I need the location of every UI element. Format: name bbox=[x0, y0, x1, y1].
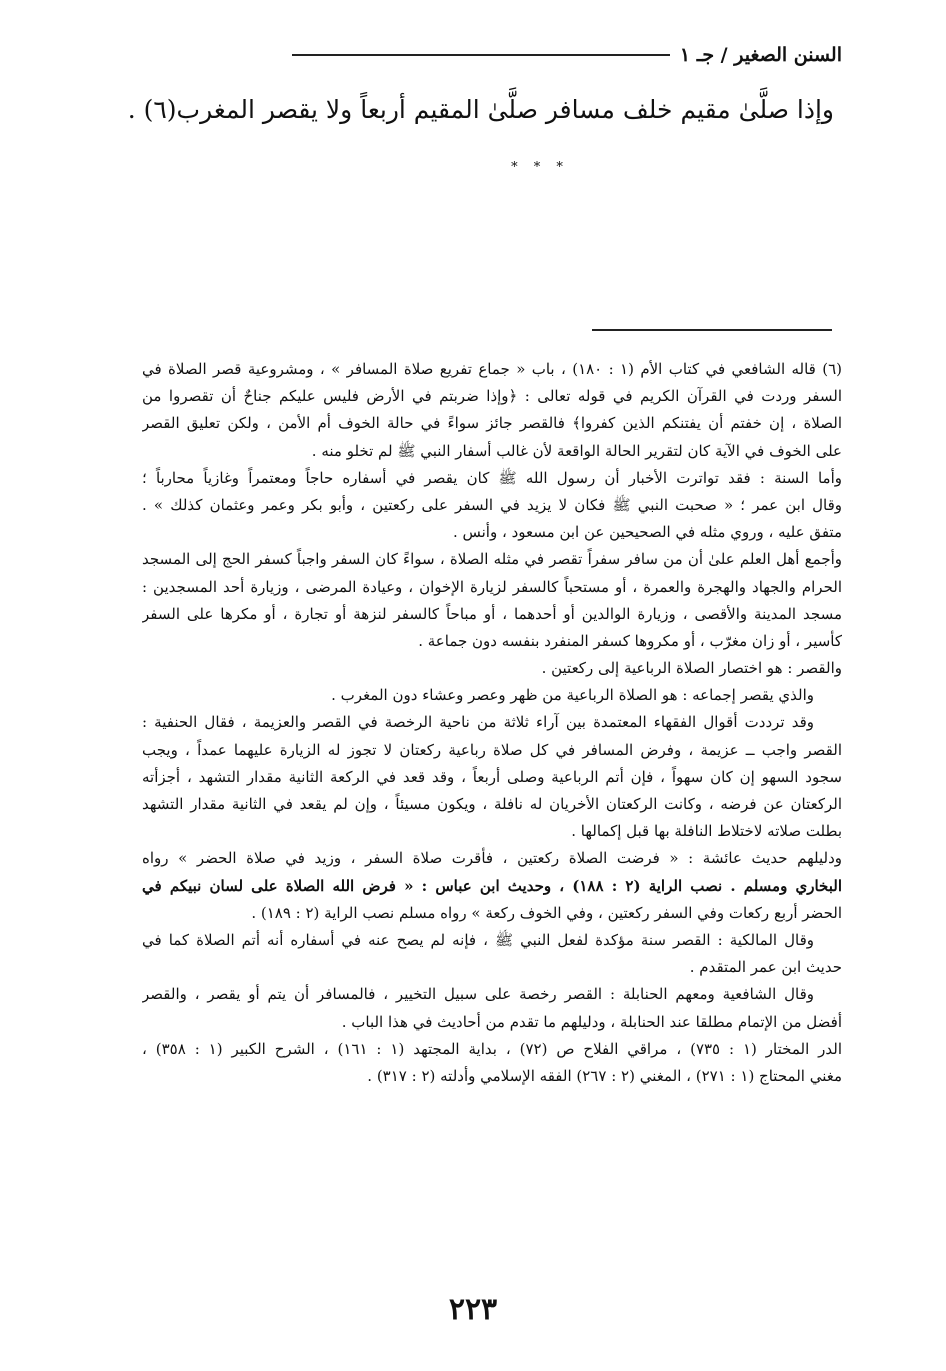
page-number: ٢٢٣ bbox=[448, 1292, 498, 1327]
footnote-line: وقال ابن عمر ؛ « صحبت النبي ﷺ فكان لا يزيد في السفر على ركعتين ، وأبو بكر وعمر وعثمان كذلك » . bbox=[142, 495, 842, 514]
footnote-line: مغني المحتاج (١ : ٢٧١) ، المغني (٢ : ٢٦٧) الفقه الإسلامي وأدلته (٢ : ٣١٧) . bbox=[367, 1066, 842, 1085]
footnote-line: سجود السهو إن كان سهواً ، فإن أتم الرباعية وصلى أربعاً ، وقد قعد في الركعة الثانية مقدار التشهد ، أجزأته bbox=[142, 767, 842, 786]
footnote-line: وأجمع أهل العلم علىٰ أن من سافر سفراً تقصر في مثله الصلاة ، سواءً كان السفر واجباً كسفر الحج إلى المسجد bbox=[142, 550, 842, 569]
footnote-line: متفق عليه ، وروي مثله في الصحيحين عن ابن مسعود ، وأنس . bbox=[452, 523, 842, 542]
footnote-line: ودليلهم حديث عائشة : « فرضت الصلاة ركعتين ، فأقرت صلاة السفر ، وزيد في صلاة الحضر » رواه bbox=[142, 849, 842, 868]
footnote-line: والقصر : هو اختصار الصلاة الرباعية إلى ركعتين . bbox=[541, 659, 842, 678]
footnote-line: والذي يقصر إجماعه : هو الصلاة الرباعية من ظهر وعصر وعشاء دون المغرب . bbox=[331, 686, 814, 705]
footnote-line: الركعتان عن فرضه ، وكانت الركعتان الأخريان له نافلة ، ويكون مسيئاً ، وإن لم يقعد في الثانية مقدار التشهد bbox=[142, 795, 842, 813]
footnote-line: مسجد المدينة والأقصى ، وزيارة الوالدين أو أحدهما ، أو مباحاً كالسفر لنزهة أو تجارة ، أو مكرها على السفر bbox=[142, 604, 842, 623]
section-separator: * * * bbox=[511, 160, 569, 175]
footnote-line: على الخوف في الآية كان لتقرير الحالة الواقعة لأن غالب أسفار النبي ﷺ لم تخلو منه . bbox=[311, 441, 842, 460]
footnote-line: بطلت صلاته لاختلاط النافلة بها قبل إكمالها . bbox=[571, 822, 842, 841]
footnote-line: وأما السنة : فقد تواترت الأخبار أن رسول الله ﷺ كان يقصر في أسفاره حاجاً ومعتمراً وغازياً محارباً ؛ bbox=[142, 468, 842, 487]
footnote-line: القصر واجب ــ عزيمة ، وفرض المسافر في كل صلاة رباعية ركعتان لا تجوز له الزيارة عليهما عمداً ، ويجب bbox=[142, 740, 842, 759]
header-rule bbox=[292, 54, 670, 56]
footnote-line: حديث ابن عمر المتقدم . bbox=[689, 958, 842, 977]
footnote-line: الصلاة ، إن خفتم أن يفتنكم الذين كفروا﴾ فالقصر جائز سواءً في حالة الخوف أم الأمن ، ولكن تعليق القصر bbox=[142, 414, 842, 433]
footnote-line: البخاري ومسلم . نصب الراية (٢ : ١٨٨) ، وحديث ابن عباس : « فرض الله الصلاة على لسان نبيكم في bbox=[142, 876, 842, 895]
footnote-line: كأسير ، أو زان مغرّب ، أو مكروها كسفر المنفرد بنفسه دون جماعة . bbox=[418, 631, 842, 650]
footnote-line: أفضل من الإتمام مطلقا عند الحنابلة ، ودليلهم ما تقدم من أحاديث في هذا الباب . bbox=[341, 1012, 842, 1031]
footnote-line: وقال المالكية : القصر سنة مؤكدة لفعل النبي ﷺ ، فإنه لم يصح عنه في أسفاره أنه أتم الصلاة كما في bbox=[142, 930, 814, 949]
header-title: السنن الصغير / جـ ١ bbox=[679, 44, 842, 66]
footnote-separator-rule bbox=[592, 329, 832, 331]
footnote-line: (٦) قاله الشافعي في كتاب الأم (١ : ١٨٠) ، باب « جماع تفريع صلاة المسافر » ، ومشروعية قصر الصلاة في bbox=[142, 360, 842, 378]
footnote-line: وقال الشافعية ومعهم الحنابلة : القصر رخصة على سبيل التخيير ، فالمسافر أن يتم أو يقصر ، والقصر bbox=[142, 985, 814, 1004]
footnote-line: وقد ترددت أقوال الفقهاء المعتمدة بين آراء ثلاثة من ناحية الرخصة في القصر والعزيمة ، فقال الحنفية : bbox=[142, 713, 814, 732]
footnote-line: السفر وردت في القرآن الكريم في قوله تعالى : ﴿وإذا ضربتم في الأرض فليس عليكم جناحٌ أن تقصروا من bbox=[142, 387, 842, 406]
footnotes-block bbox=[142, 356, 842, 1090]
footnote-line: الحضر أربع ركعات وفي السفر ركعتين ، وفي الخوف ركعة » رواه مسلم نصب الراية (٢ : ١٨٩) . bbox=[251, 903, 842, 922]
footnote-line: الدر المختار (١ : ٧٣٥) ، مراقي الفلاح ص (٧٢) ، بداية المجتهد (١ : ١٦١) ، الشرح الكبير (١ : ٣٥٨) ، bbox=[142, 1039, 842, 1058]
footnote-line: الحرام والجهاد والهجرة والعمرة ، أو مستحباً كالسفر لزيارة الإخوان ، وعيادة المرضى ، وزيارة أحد المسجدين : bbox=[142, 577, 842, 596]
running-header bbox=[292, 40, 842, 70]
main-text: وإذا صلَّىٰ مقيم خلف مسافر صلَّىٰ المقيم أربعاً ولا يقصر المغرب(٦) . bbox=[127, 95, 834, 124]
